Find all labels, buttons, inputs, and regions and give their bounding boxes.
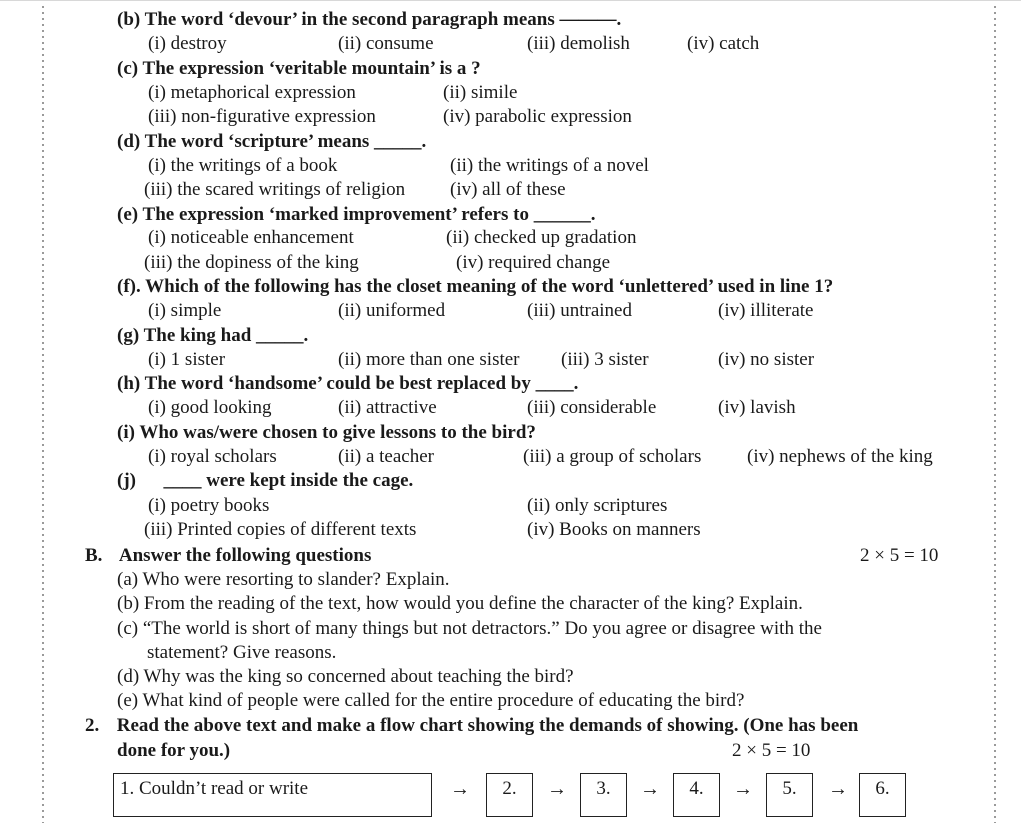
option: (i) the writings of a book xyxy=(148,155,338,176)
section-label: B. xyxy=(85,545,103,566)
option: (ii) only scriptures xyxy=(527,495,668,516)
option: (iv) Books on manners xyxy=(527,519,701,540)
question-e xyxy=(117,204,595,226)
option: (iv) all of these xyxy=(450,179,566,200)
question-h xyxy=(117,373,578,395)
arrow-right-icon: → xyxy=(640,778,660,800)
question-label: (g) xyxy=(117,325,140,346)
question-label: (d) xyxy=(117,131,141,152)
question-text: Who was/were chosen to give lessons to the bird? xyxy=(139,422,536,443)
question-text: The expression ‘veritable mountain’ is a ? xyxy=(142,58,481,79)
option: (iii) 3 sister xyxy=(561,349,649,370)
question-2-line2: done for you.) xyxy=(117,740,231,761)
flow-box-6: 6. xyxy=(859,773,906,817)
question-2-marks: 2 × 5 = 10 xyxy=(732,740,811,761)
option: (iii) demolish xyxy=(527,33,630,54)
option: (iv) illiterate xyxy=(718,300,814,321)
option: (i) 1 sister xyxy=(148,349,226,370)
question-label: (i) xyxy=(117,422,135,443)
section-b-heading xyxy=(85,545,371,567)
section-title: Answer the following questions xyxy=(118,545,372,566)
section-b-marks: 2 × 5 = 10 xyxy=(860,545,939,566)
question-b xyxy=(117,9,621,31)
option: (iv) parabolic expression xyxy=(443,106,632,127)
option: (iv) nephews of the king xyxy=(747,446,933,467)
short-question: (e) What kind of people were called for the entire procedure of educating the bird? xyxy=(117,690,745,711)
option: (i) metaphorical expression xyxy=(148,82,356,103)
option: (iv) catch xyxy=(687,33,760,54)
short-question-continued: statement? Give reasons. xyxy=(147,642,337,663)
arrow-right-icon: → xyxy=(547,778,567,800)
flow-box-4: 4. xyxy=(673,773,720,817)
flow-box-3: 3. xyxy=(580,773,627,817)
option: (i) noticeable enhancement xyxy=(148,227,354,248)
question-text: The expression ‘marked improvement’ refers to ______. xyxy=(142,204,596,225)
arrow-right-icon: → xyxy=(828,778,848,800)
short-question: (d) Why was the king so concerned about teaching the bird? xyxy=(117,666,574,687)
flow-box-2: 2. xyxy=(486,773,533,817)
question-label: (b) xyxy=(117,9,141,30)
question-label: (f). xyxy=(117,276,141,297)
option: (i) destroy xyxy=(148,33,227,54)
short-question: (a) Who were resorting to slander? Explain. xyxy=(117,569,450,590)
question-text: The king had _____. xyxy=(143,325,309,346)
option: (ii) the writings of a novel xyxy=(450,155,649,176)
question-text: Read the above text and make a flow chart showing the demands of showing. (One has been xyxy=(116,715,859,736)
option: (iii) the dopiness of the king xyxy=(144,252,359,273)
question-number: 2. xyxy=(85,715,100,736)
option: (ii) simile xyxy=(443,82,518,103)
option: (iii) Printed copies of different texts xyxy=(144,519,417,540)
option: (ii) uniformed xyxy=(338,300,446,321)
option: (iv) required change xyxy=(456,252,611,273)
question-text: ____ were kept inside the cage. xyxy=(163,470,414,491)
option: (iii) considerable xyxy=(527,397,657,418)
right-binding-dots xyxy=(994,6,1004,823)
question-text: The word ‘devour’ in the second paragraph means ———. xyxy=(144,9,622,30)
option: (iii) untrained xyxy=(527,300,632,321)
option: (i) royal scholars xyxy=(148,446,277,467)
question-g xyxy=(117,325,308,347)
question-label: (e) xyxy=(117,204,139,225)
flow-box-1: 1. Couldn’t read or write xyxy=(113,773,432,817)
flow-box-5: 5. xyxy=(766,773,813,817)
option: (iv) lavish xyxy=(718,397,796,418)
question-text: The word ‘scripture’ means _____. xyxy=(144,131,427,152)
short-question: (c) “The world is short of many things but not detractors.” Do you agree or disagree with the xyxy=(117,618,822,639)
option: (iii) the scared writings of religion xyxy=(144,179,406,200)
short-question: (b) From the reading of the text, how would you define the character of the king? Explain. xyxy=(117,593,803,614)
question-i xyxy=(117,422,536,444)
question-d xyxy=(117,131,426,153)
question-2-line1 xyxy=(85,715,858,737)
arrow-right-icon: → xyxy=(450,778,470,800)
option: (i) poetry books xyxy=(148,495,270,516)
question-label: (c) xyxy=(117,58,139,79)
option: (ii) consume xyxy=(338,33,434,54)
arrow-right-icon: → xyxy=(733,778,753,800)
question-text: Which of the following has the closet meaning of the word ‘unlettered’ used in line 1? xyxy=(145,276,834,297)
question-c xyxy=(117,58,481,80)
question-f xyxy=(117,276,833,298)
option: (i) simple xyxy=(148,300,222,321)
option: (iii) a group of scholars xyxy=(523,446,702,467)
question-label: (h) xyxy=(117,373,141,394)
option: (iv) no sister xyxy=(718,349,815,370)
question-text: The word ‘handsome’ could be best replaced by ____. xyxy=(144,373,579,394)
option: (ii) more than one sister xyxy=(338,349,520,370)
option: (ii) a teacher xyxy=(338,446,434,467)
option: (iii) non-figurative expression xyxy=(148,106,376,127)
question-label: (j) xyxy=(117,470,136,491)
option: (ii) checked up gradation xyxy=(446,227,637,248)
question-j xyxy=(117,470,413,492)
option: (i) good looking xyxy=(148,397,272,418)
left-binding-dots xyxy=(42,6,52,823)
option: (ii) attractive xyxy=(338,397,437,418)
